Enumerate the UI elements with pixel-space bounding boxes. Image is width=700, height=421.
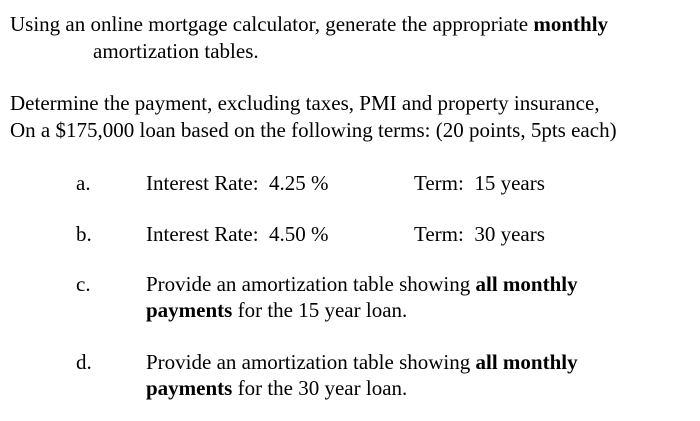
interest-rate: [146, 170, 329, 197]
item-text: for the 15 year loan.: [232, 298, 408, 322]
item-text: for the 30 year loan.: [232, 376, 408, 400]
term: [414, 170, 545, 197]
item-text-line-1: [146, 271, 578, 298]
interest-rate-value: 4.50 %: [269, 222, 329, 246]
intro-line-1: [10, 11, 608, 38]
item-letter: d.: [76, 350, 92, 374]
intro-line-2: amortization tables.: [93, 39, 259, 63]
term-value: 30 years: [474, 222, 545, 246]
interest-rate-label: Interest Rate:: [146, 222, 259, 246]
interest-rate: [146, 221, 329, 248]
item-bold-text: all monthly: [475, 350, 578, 374]
determine-line-1: Determine the payment, excluding taxes, PMI and property insurance,: [10, 91, 600, 115]
item-bold-text: payments: [146, 298, 233, 322]
term-label: Term:: [414, 171, 464, 195]
item-bold-text: all monthly: [475, 272, 578, 296]
determine-line-2: On a $175,000 loan based on the following terms: (20 points, 5pts each): [10, 118, 617, 142]
item-letter: a.: [76, 171, 91, 195]
term-value: 15 years: [474, 171, 545, 195]
term: [414, 221, 545, 248]
item-text: Provide an amortization table showing: [146, 350, 476, 374]
item-text: Provide an amortization table showing: [146, 272, 476, 296]
intro-bold-monthly: monthly: [533, 12, 609, 36]
term-label: Term:: [414, 222, 464, 246]
item-letter: c.: [76, 272, 91, 296]
item-bold-text: payments: [146, 376, 233, 400]
intro-text: Using an online mortgage calculator, generate the appropriate: [10, 12, 534, 36]
item-text-line-2: [146, 375, 407, 402]
item-text-line-2: [146, 297, 407, 324]
interest-rate-label: Interest Rate:: [146, 171, 259, 195]
item-letter: b.: [76, 222, 92, 246]
item-text-line-1: [146, 349, 578, 376]
interest-rate-value: 4.25 %: [269, 171, 329, 195]
